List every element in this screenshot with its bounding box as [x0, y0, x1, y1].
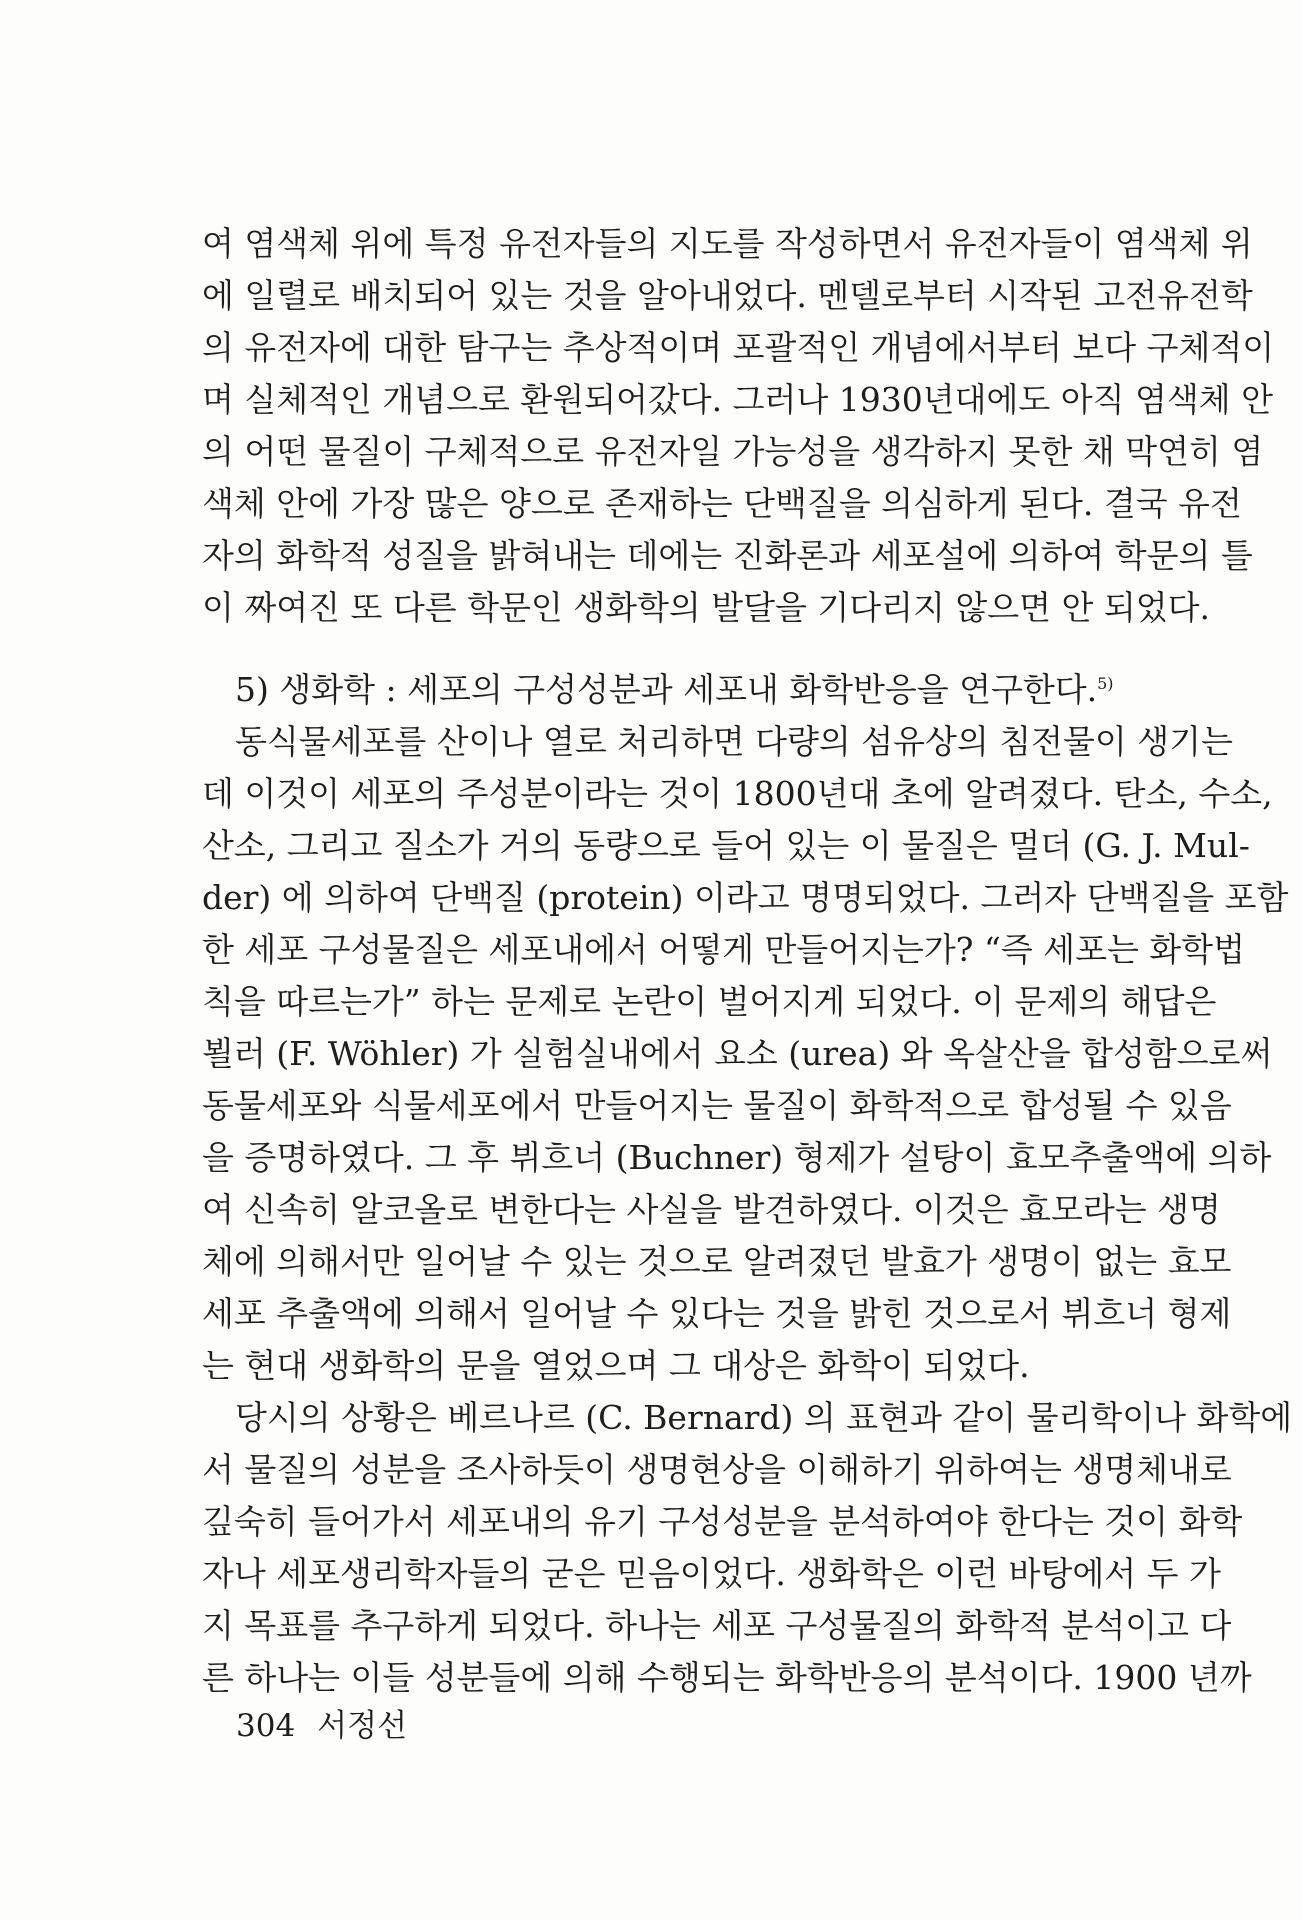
text-line: 여 신속히 알코올로 변한다는 사실을 발견하였다. 이것은 효모라는 생명	[202, 1190, 1221, 1229]
text-line: 지 목표를 추구하게 되었다. 하나는 세포 구성물질의 화학적 분석이고 다	[202, 1606, 1232, 1645]
text-line: 이 짜여진 또 다른 학문인 생화학의 발달을 기다리지 않으면 안 되었다.	[202, 588, 1210, 627]
text-line: 여 염색체 위에 특정 유전자들의 지도를 작성하면서 유전자들이 염색체 위	[202, 224, 1253, 263]
text-line: 는 현대 생화학의 문을 열었으며 그 대상은 화학이 되었다.	[202, 1346, 1030, 1385]
text-line: 깊숙히 들어가서 세포내의 유기 구성성분을 분석하여야 한다는 것이 화학	[202, 1502, 1243, 1541]
text-line: 을 증명하였다. 그 후 뷔흐너 (Buchner) 형제가 설탕이 효모추출액에 의하	[202, 1138, 1272, 1177]
text-line: der) 에 의하여 단백질 (protein) 이라고 명명되었다. 그러자 단백질을 포함	[202, 878, 1289, 917]
text-line: 자나 세포생리학자들의 굳은 믿음이었다. 생화학은 이런 바탕에서 두 가	[202, 1554, 1221, 1593]
text-line: 한 세포 구성물질은 세포내에서 어떻게 만들어지는가? “즉 세포는 화학법	[202, 930, 1245, 969]
text-line: 서 물질의 성분을 조사하듯이 생명현상을 이해하기 위하여는 생명체내로	[202, 1450, 1232, 1489]
text-line: 색체 안에 가장 많은 양으로 존재하는 단백질을 의심하게 된다. 결국 유전	[202, 484, 1242, 523]
biochemistry-section	[202, 664, 1293, 1704]
text-line: 세포 추출액에 의해서 일어날 수 있다는 것을 밝힌 것으로서 뷔흐너 형제	[202, 1294, 1232, 1333]
text-line: 칙을 따르는가” 하는 문제로 논란이 벌어지게 되었다. 이 문제의 해답은	[202, 982, 1217, 1021]
text-line: 체에 의해서만 일어날 수 있는 것으로 알려졌던 발효가 생명이 없는 효모	[202, 1242, 1232, 1281]
author-name: 서정선	[317, 1708, 408, 1744]
text-line: 자의 화학적 성질을 밝혀내는 데에는 진화론과 세포설에 의하여 학문의 틀	[202, 536, 1253, 575]
text-line: 데 이것이 세포의 주성분이라는 것이 1800년대 초에 알려졌다. 탄소, 수소,	[202, 774, 1273, 813]
text-line: 동물세포와 식물세포에서 만들어지는 물질이 화학적으로 합성될 수 있음	[202, 1086, 1232, 1125]
text-line: 당시의 상황은 베르나르 (C. Bernard) 의 표현과 같이 물리학이나 화학에	[235, 1398, 1293, 1437]
section-heading-text: 5) 생화학 : 세포의 구성성분과 세포내 화학반응을 연구한다.	[235, 670, 1098, 709]
text-line: 며 실체적인 개념으로 환원되어갔다. 그러나 1930년대에도 아직 염색체 안	[202, 380, 1273, 419]
paragraph-continuation	[202, 218, 1275, 634]
text-line: 동식물세포를 산이나 열로 처리하면 다량의 섬유상의 침전물이 생기는	[235, 722, 1233, 761]
text-line: 의 어떤 물질이 구체적으로 유전자일 가능성을 생각하지 못한 채 막연히 염	[202, 432, 1264, 471]
footnote-reference: 5)	[1097, 674, 1114, 693]
text-line: 른 하나는 이들 성분들에 의해 수행되는 화학반응의 분석이다. 1900 년까	[202, 1658, 1252, 1697]
text-line: 산소, 그리고 질소가 거의 동량으로 들어 있는 이 물질은 멀더 (G. J. Mul-	[202, 826, 1250, 865]
text-line: 에 일렬로 배치되어 있는 것을 알아내었다. 멘델로부터 시작된 고전유전학	[202, 276, 1253, 315]
section-heading	[202, 664, 1164, 716]
page-number: 304	[236, 1708, 296, 1744]
text-line: 의 유전자에 대한 탐구는 추상적이며 포괄적인 개념에서부터 보다 구체적이	[202, 328, 1275, 367]
page-footer	[236, 1700, 407, 1745]
text-line: 뵐러 (F. Wöhler) 가 실험실내에서 요소 (urea) 와 옥살산을 합성함으로써	[202, 1034, 1273, 1073]
